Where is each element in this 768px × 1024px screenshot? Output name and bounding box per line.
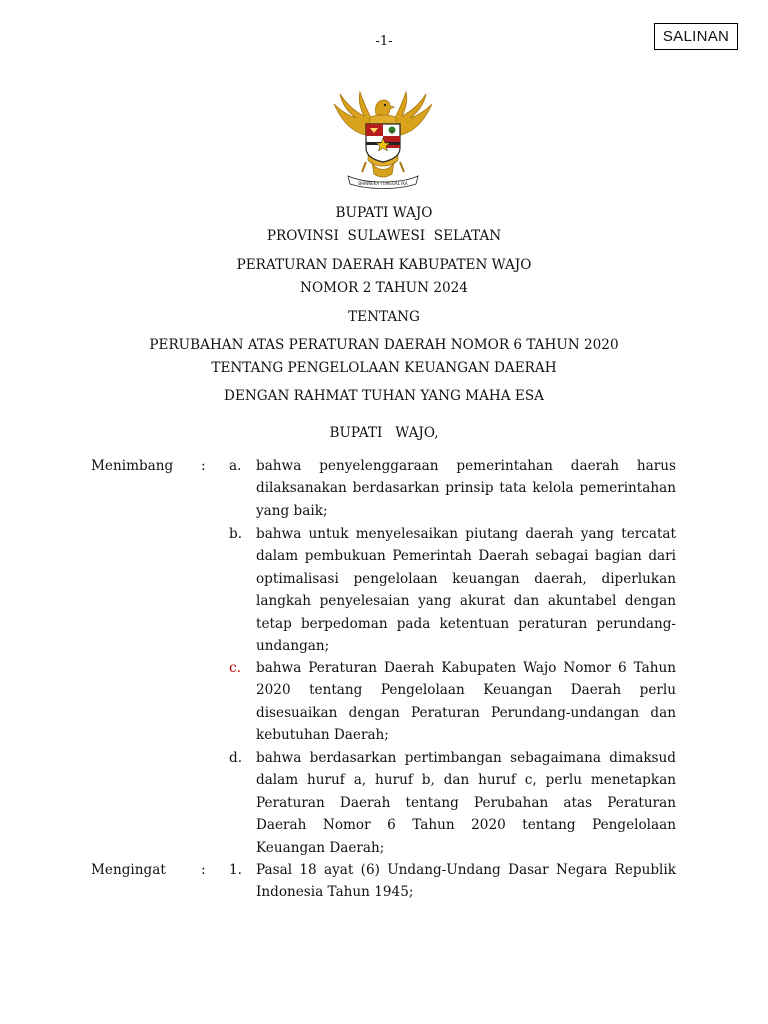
considering-label: Menimbang — [91, 458, 174, 474]
considering-marker-d: d. — [229, 750, 243, 766]
heading-blessing: DENGAN RAHMAT TUHAN YANG MAHA ESA — [224, 388, 544, 404]
remembering-marker-1: 1. — [229, 862, 242, 878]
page-number: -1- — [375, 34, 393, 49]
considering-item-b: bahwa untuk menyelesaikan piutang daerah yang tercatat dalam pembukuan Pemerintah Daerah sebagai bagian dari optimalisasi pengelolaan keuangan daerah, diperlukan langkah penyelesaian yang akurat dan akuntabel dengan tetap berpedoman pada ketentuan peraturan perundang-undangan; — [256, 526, 676, 655]
remembering-label: Mengingat — [91, 862, 166, 878]
heading-title-line1: PERUBAHAN ATAS PERATURAN DAERAH NOMOR 6 TAHUN 2020 — [149, 337, 619, 353]
remembering-item-1: Pasal 18 ayat (6) Undang-Undang Dasar Negara Republik Indonesia Tahun 1945; — [256, 862, 676, 901]
heading-title-line2: TENTANG PENGELOLAAN KEUANGAN DAERAH — [211, 360, 557, 376]
heading-number: NOMOR 2 TAHUN 2024 — [300, 280, 468, 296]
considering-marker-b: b. — [229, 526, 243, 542]
heading-speaker: BUPATI WAJO, — [329, 425, 439, 441]
garuda-emblem-icon — [326, 90, 440, 190]
considering-marker-a: a. — [229, 458, 242, 474]
salinan-stamp: SALINAN — [654, 23, 738, 50]
considering-item-c: bahwa Peraturan Daerah Kabupaten Wajo Nomor 6 Tahun 2020 tentang Pengelolaan Keuangan Daerah perlu disesuaikan dengan Peraturan Perundang-undangan dan kebutuhan Daerah; — [256, 660, 676, 744]
considering-item-d: bahwa berdasarkan pertimbangan sebagaimana dimaksud dalam huruf a, huruf b, dan huruf c, perlu menetapkan Peraturan Daerah tentang Perubahan atas Peraturan Daerah Nomor 6 Tahun 2020 tentang Pengelolaan Keuangan Daerah; — [256, 750, 676, 856]
considering-colon: : — [201, 458, 206, 474]
considering-item-a: bahwa penyelenggaraan pemerintahan daerah harus dilaksanakan berdasarkan prinsip tata kelola pemerintahan yang baik; — [256, 458, 676, 519]
considering-marker-c-letter: c. — [229, 660, 241, 676]
considering-marker-c — [229, 660, 241, 676]
heading-regulation: PERATURAN DAERAH KABUPATEN WAJO — [236, 257, 532, 273]
heading-province: PROVINSI SULAWESI SELATAN — [266, 228, 502, 244]
heading-regent: BUPATI WAJO — [335, 205, 433, 221]
emblem-motto: BHINNEKA TUNGGAL IKA — [358, 181, 408, 186]
heading-about: TENTANG — [348, 309, 420, 325]
remembering-colon: : — [201, 862, 206, 878]
